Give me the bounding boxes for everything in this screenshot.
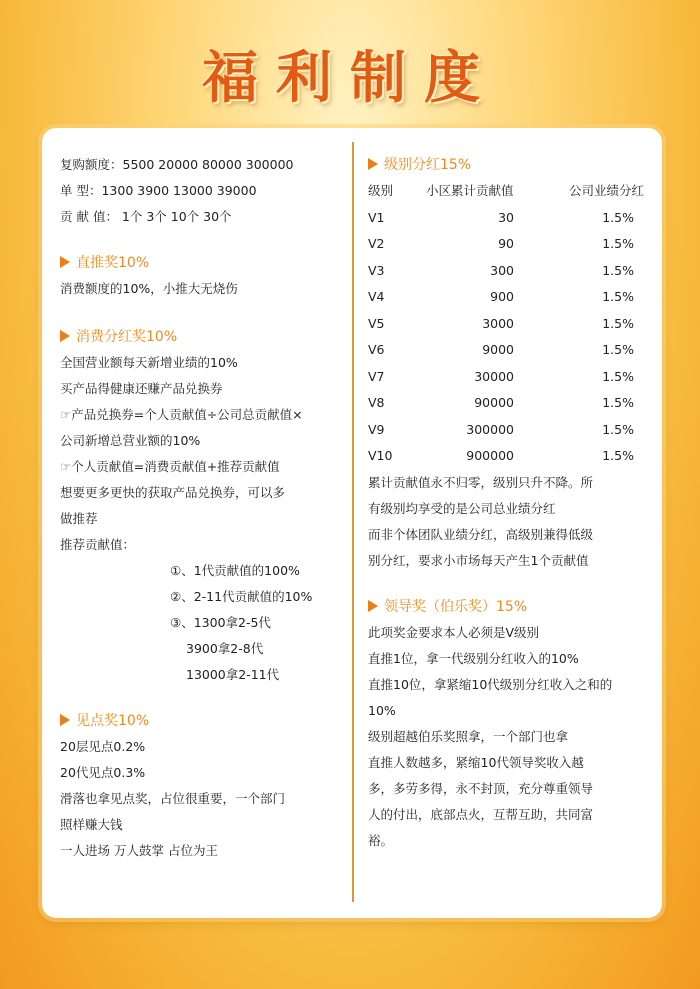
pointing-hand-icon: ☞ [60,407,72,422]
level-note: 别分红，要求小市场每天产生1个贡献值 [368,552,589,568]
level-dividend-heading: 级别分红15% [368,152,652,178]
triangle-right-icon [368,158,378,170]
contribution-cell: 90 [498,236,514,252]
consume-formula-line: ☞产品兑换券=个人贡献值÷公司总贡献值× [60,407,303,422]
level-row [368,364,650,391]
triangle-right-icon [60,256,70,268]
right-column [368,152,652,854]
level-row [368,311,650,338]
leader-text: 多，多劳多得，永不封顶，充分尊重领导 [368,780,594,796]
point-bonus-heading: 见点奖10% [60,708,350,734]
level-cell: V5 [368,315,385,331]
point-text: 照样赚大钱 [60,817,123,832]
dividend-cell: 1.5% [602,209,634,225]
direct-bonus-heading: 直推奖10% [60,250,350,276]
repurchase-amount-line: 复购额度：5500 20000 80000 300000 [60,157,294,172]
dividend-cell: 1.5% [602,315,634,331]
level-row [368,337,650,364]
point-text: 20层见点0.2% [60,739,146,754]
dividend-cell: 1.5% [602,395,634,411]
contribution-cell: 300 [490,262,514,278]
contribution-cell: 30 [498,209,514,225]
recommend-item: ③、1300拿2-5代 [170,615,271,630]
level-row [368,231,650,258]
recommend-item: 3900拿2-8代 [186,641,264,656]
consume-text: 想要更多更快的获取产品兑换券，可以多 [60,485,286,500]
level-cell: V6 [368,342,385,358]
leader-text: 直推10位，拿紧缩10代级别分红收入之和的 [368,676,613,692]
level-row [368,258,650,285]
leader-text: 级别超越伯乐奖照拿，一个部门也拿 [368,728,569,744]
consume-text: 推荐贡献值： [60,537,136,552]
level-row [368,205,650,232]
level-row [368,284,650,311]
recommend-item: 13000拿2-11代 [186,667,280,682]
leader-bonus-heading: 领导奖（伯乐奖）15% [368,594,652,620]
consume-text: 全国营业额每天新增业绩的10% [60,355,238,370]
triangle-right-icon [60,330,70,342]
dividend-cell: 1.5% [602,421,634,437]
contribution-cell: 30000 [474,368,514,384]
level-cell: V9 [368,421,385,437]
consume-text: 做推荐 [60,511,98,526]
level-cell: V2 [368,236,385,252]
triangle-right-icon [368,600,378,612]
recommend-item: ②、2-11代贡献值的10% [170,589,313,604]
leader-text: 此项奖金要求本人必须是V级别 [368,624,540,640]
left-column [60,152,350,864]
contribution-cell: 900 [490,289,514,305]
pointing-hand-icon: ☞ [60,459,72,474]
dividend-cell: 1.5% [602,289,634,305]
direct-bonus-text: 消费额度的10%，小推大无烧伤 [60,281,238,296]
dividend-cell: 1.5% [602,448,634,464]
level-cell: V7 [368,368,385,384]
level-note: 而非个体团队业绩分红，高级别兼得低级 [368,526,594,542]
point-text: 20代见点0.3% [60,765,146,780]
level-table [368,178,650,470]
recommend-item: ①、1代贡献值的100% [170,563,300,578]
contribution-cell: 9000 [482,342,514,358]
level-cell: V4 [368,289,385,305]
leader-text: 10% [368,702,396,718]
level-cell: V10 [368,448,393,464]
level-cell: V1 [368,209,385,225]
level-row [368,390,650,417]
leader-text: 人的付出，底部点火，互帮互助，共同富 [368,806,594,822]
header-dividend: 公司业绩分红 [568,183,644,199]
consume-bonus-heading: 消费分红奖10% [60,324,350,350]
page-title: 福利制度 [202,45,498,111]
point-text: 一人进场 万人鼓掌 占位为王 [60,843,218,858]
level-row [368,443,650,470]
level-note: 有级别均享受的是公司总业绩分红 [368,500,556,516]
level-row [368,417,650,444]
level-cell: V3 [368,262,385,278]
contribution-cell: 3000 [482,315,514,331]
dividend-cell: 1.5% [602,262,634,278]
leader-text: 直推1位，拿一代级别分红收入的10% [368,650,579,666]
dividend-cell: 1.5% [602,368,634,384]
consume-text: 买产品得健康还赚产品兑换券 [60,381,223,396]
consume-text: 公司新增总营业额的10% [60,433,201,448]
repurchase-type-line: 单 型：1300 3900 13000 39000 [60,183,257,198]
column-divider [352,142,354,902]
level-note: 累计贡献值永不归零，级别只升不降。所 [368,474,594,490]
contribution-cell: 90000 [474,395,514,411]
level-cell: V8 [368,395,385,411]
consume-formula-line: ☞个人贡献值=消费贡献值+推荐贡献值 [60,459,280,474]
leader-text: 直推人数越多，紧缩10代领导奖收入越 [368,754,584,770]
header-contribution: 小区累计贡献值 [426,183,514,199]
contribution-cell: 900000 [466,448,514,464]
leader-text: 裕。 [368,832,394,848]
contribution-cell: 300000 [466,421,514,437]
triangle-right-icon [60,714,70,726]
dividend-cell: 1.5% [602,342,634,358]
level-table-header [368,178,650,205]
point-text: 滑落也拿见点奖，占位很重要，一个部门 [60,791,286,806]
dividend-cell: 1.5% [602,236,634,252]
header-level: 级别 [368,183,394,199]
repurchase-contribution-line: 贡 献 值： 1个 3个 10个 30个 [60,209,232,224]
